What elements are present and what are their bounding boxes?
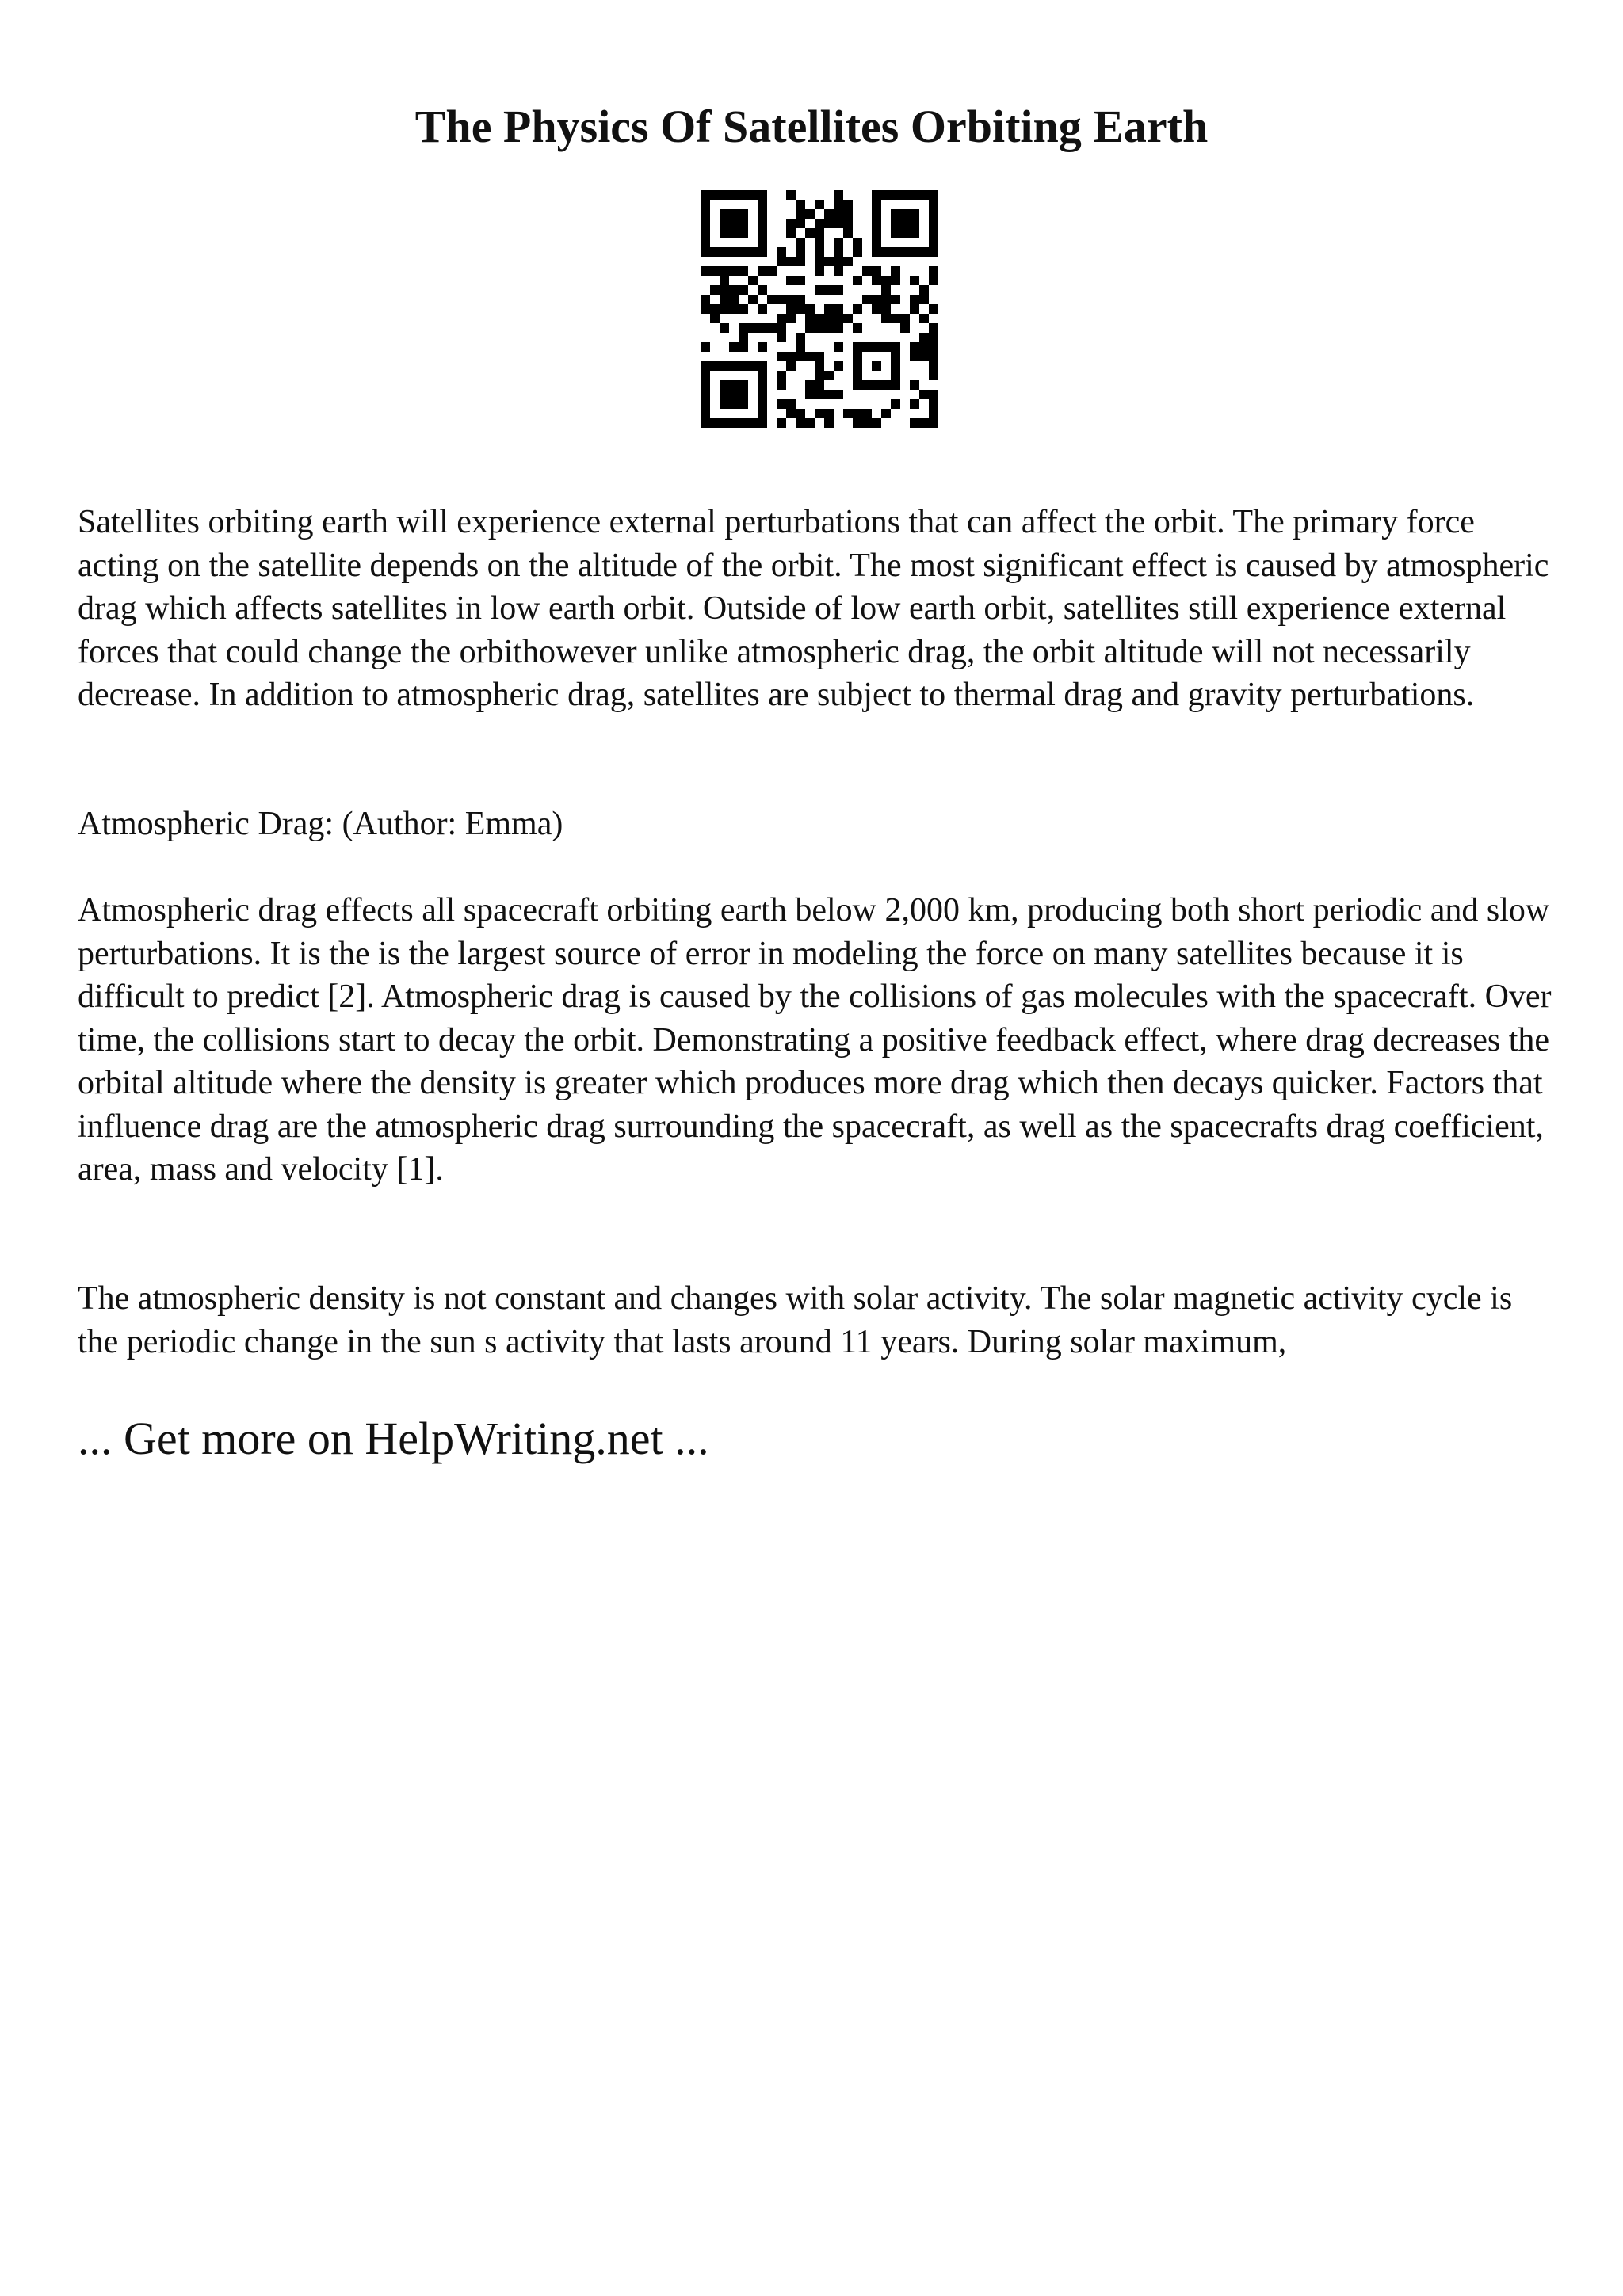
intro-paragraph: Satellites orbiting earth will experience external perturbations that can affect the orbit. The primary force acting on the satellite depends on the altitude of the orbit. The most significant effect is caused by atmospheric drag which affects satellites in low earth orbit. Outside of low earth orbit, satellites still experience external forces that could change the orbithowever unlike atmospheric drag, the orbit altitude will not necessarily decrease. In addition to atmospheric drag, satellites are subject to thermal drag and gravity perturbations. [78, 504, 1549, 713]
document-title: The Physics Of Satellites Orbiting Earth [414, 101, 1209, 152]
get-more-link[interactable]: ... Get more on HelpWriting.net ... [78, 1413, 709, 1464]
section-heading-atmospheric-drag: Atmospheric Drag: (Author: Emma) [78, 806, 563, 842]
qr-code-icon[interactable] [701, 190, 938, 428]
atmospheric-density-paragraph: The atmospheric density is not constant and changes with solar activity. The solar magnetic activity cycle is the periodic change in the sun s activity that lasts around 11 years. During solar maximum, [78, 1280, 1513, 1360]
atmospheric-drag-paragraph: Atmospheric drag effects all spacecraft orbiting earth below 2,000 km, producing both short periodic and slow perturbations. It is the is the largest source of error in modeling the force on many satellites because it is difficult to predict [2]. Atmospheric drag is caused by the collisions of gas molecules with the spacecraft. Over time, the collisions start to decay the orbit. Demonstrating a positive feedback effect, where drag decreases the orbital altitude where the density is greater which produces more drag which then decays quicker. Factors that influence drag are the atmospheric drag surrounding the spacecraft, as well as the spacecrafts drag coefficient, area, mass and velocity [1]. [78, 892, 1552, 1188]
